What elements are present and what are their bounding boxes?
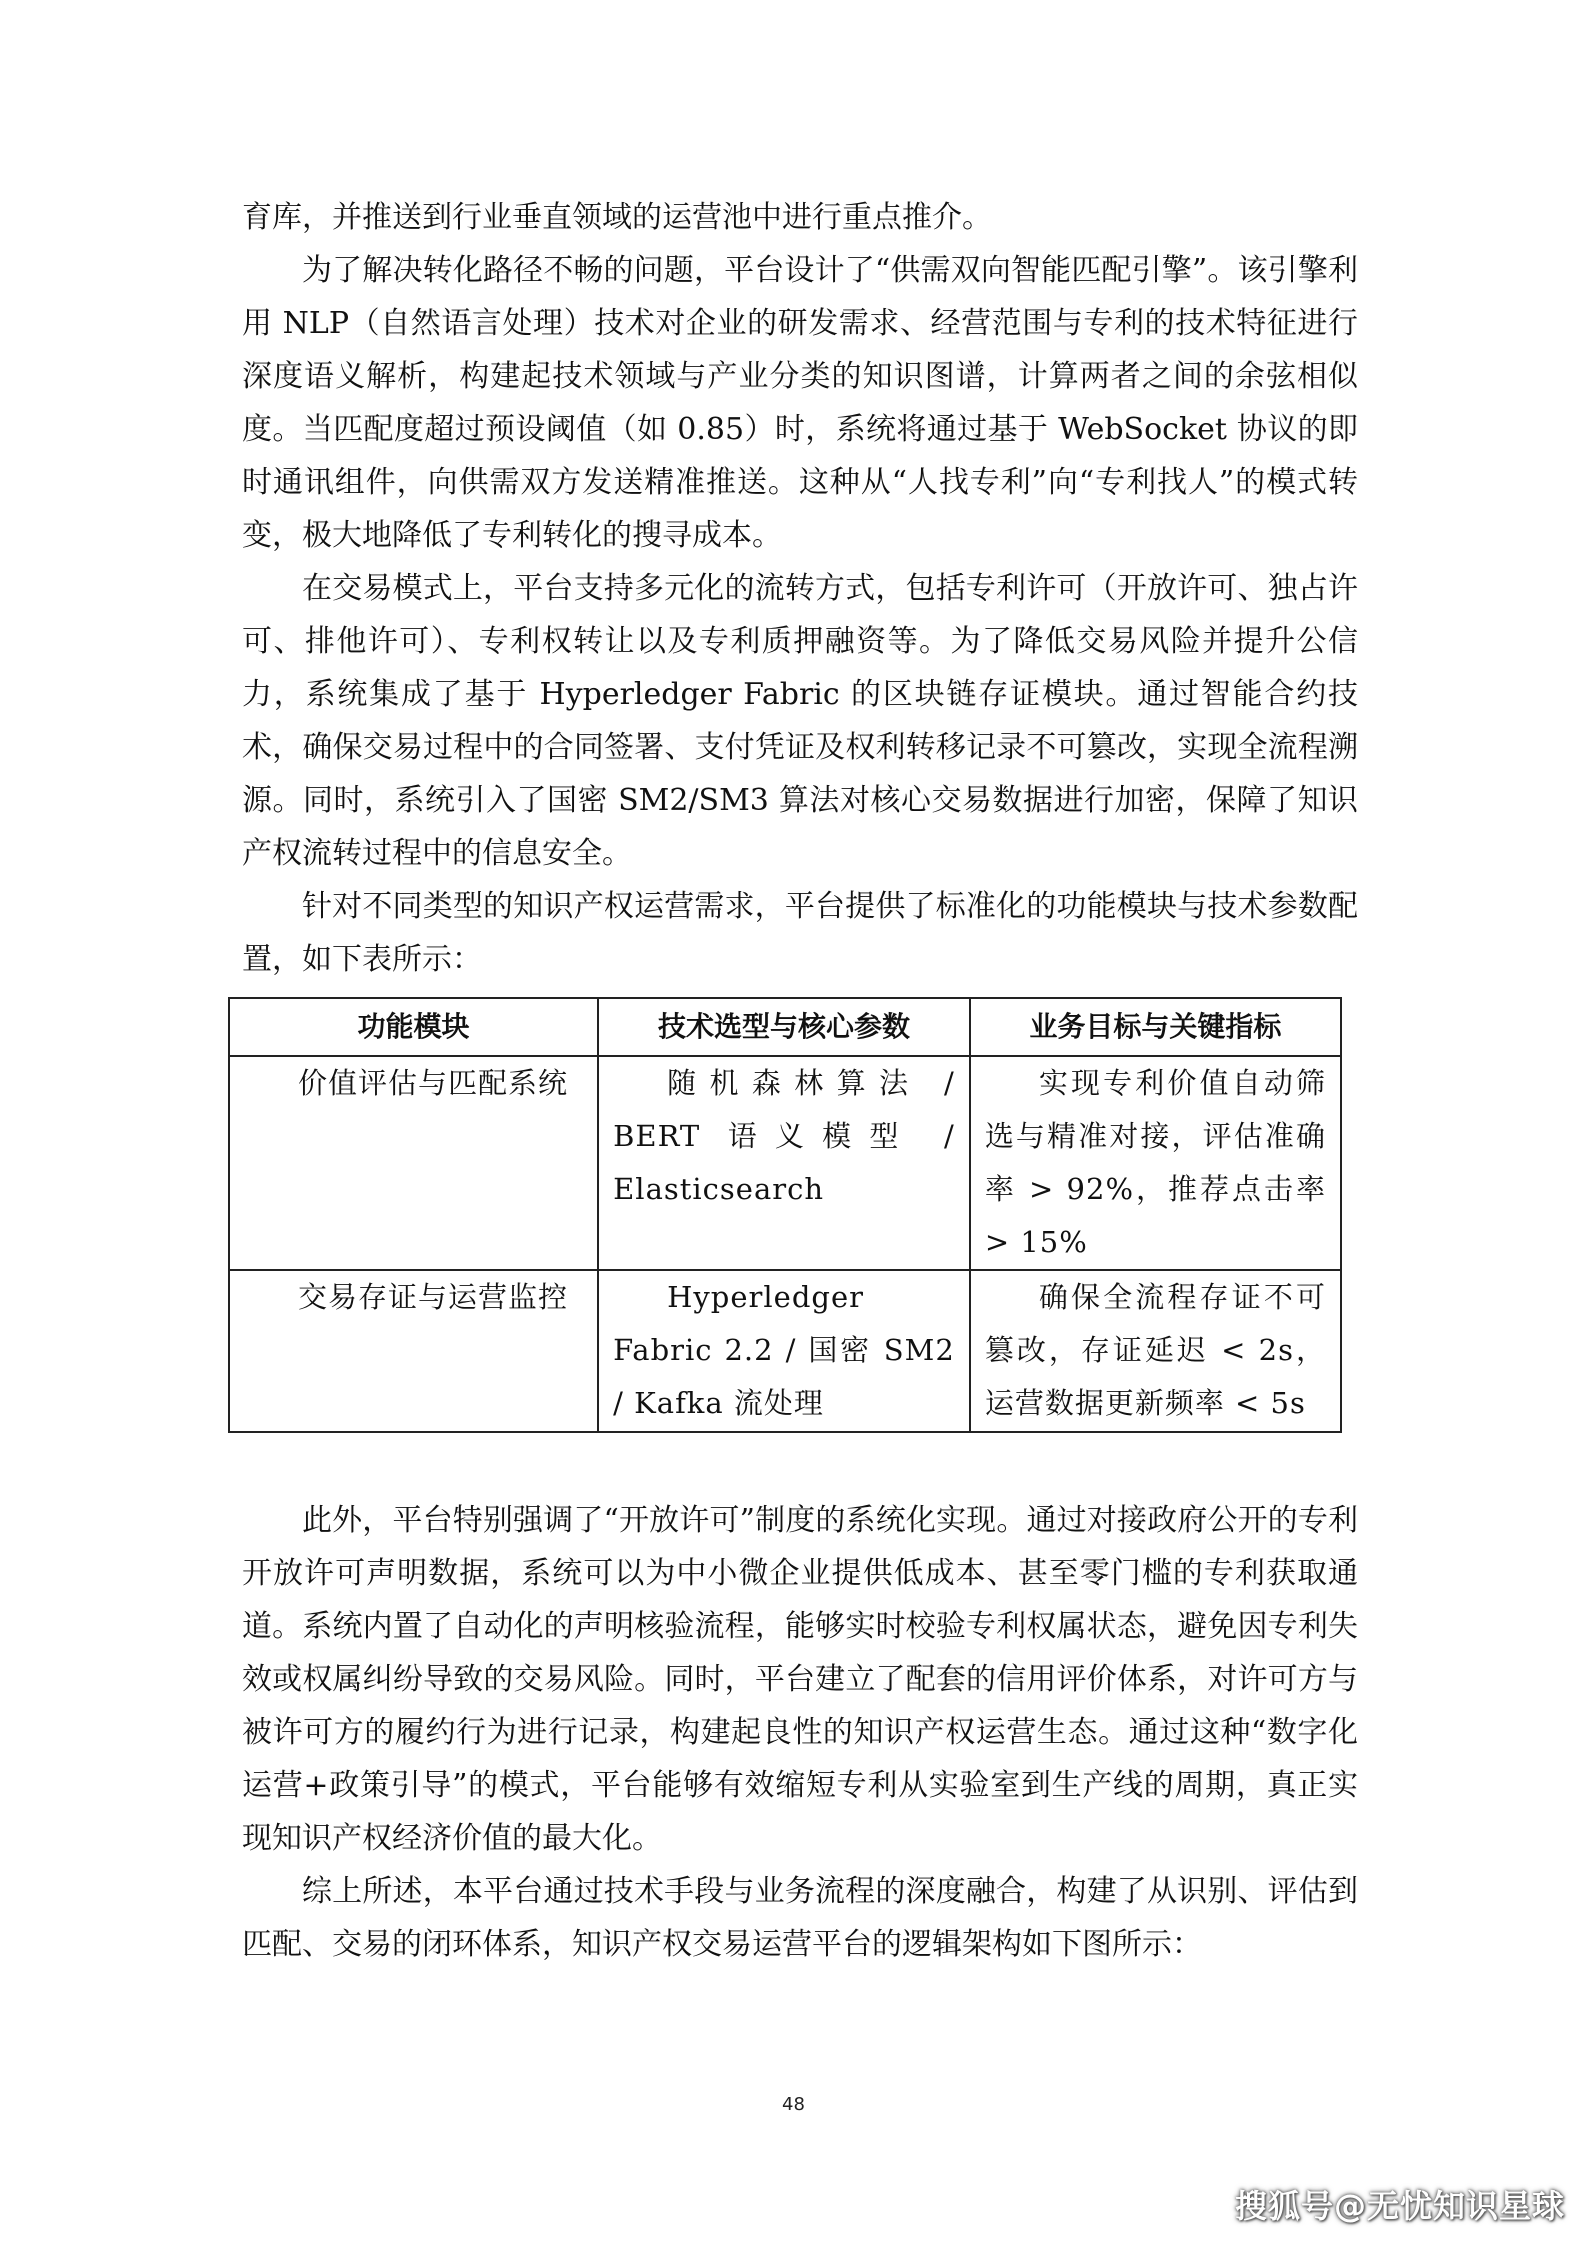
table-cell: 交易存证与运营监控 xyxy=(229,1270,598,1432)
table-cell: 确保全流程存证不可篡改，存证延迟 < 2s，运营数据更新频率 < 5s xyxy=(970,1270,1341,1432)
paragraph: 在交易模式上，平台支持多元化的流转方式，包括专利许可（开放许可、独占许可、排他许可）、专利权转让以及专利质押融资等。为了降低交易风险并提升公信力，系统集成了基于 Hyperledger Fabric 的区块链存证模块。通过智能合约技术，确保交易过程中的合同签署、支付凭证及权利转移记录不可篡改，实现全流程溯源。同时，系统引入了国密 SM2/SM3 算法对核心交易数据进行加密，保障了知识产权流转过程中的信息安全。 xyxy=(242,571,1358,871)
paragraph: 为了解决转化路径不畅的问题，平台设计了“供需双向智能匹配引擎”。该引擎利用 NLP（自然语言处理）技术对企业的研发需求、经营范围与专利的技术特征进行深度语义解析，构建起技术领域与产业分类的知识图谱，计算两者之间的余弦相似度。当匹配度超过预设阈值（如 0.85）时，系统将通过基于 WebSocket 协议的即时通讯组件，向供需双方发送精准推送。这种从“人找专利”向“专利找人”的模式转变，极大地降低了专利转化的搜寻成本。 xyxy=(242,253,1358,553)
table-row xyxy=(229,1270,1341,1432)
body-text-bottom xyxy=(242,1494,1358,1971)
table-cell: 价值评估与匹配系统 xyxy=(229,1056,598,1270)
page-number: 48 xyxy=(782,2094,805,2115)
paragraph: 针对不同类型的知识产权运营需求，平台提供了标准化的功能模块与技术参数配置，如下表所示： xyxy=(242,889,1358,977)
paragraph: 此外，平台特别强调了“开放许可”制度的系统化实现。通过对接政府公开的专利开放许可声明数据，系统可以为中小微企业提供低成本、甚至零门槛的专利获取通道。系统内置了自动化的声明核验流程，能够实时校验专利权属状态，避免因专利失效或权属纠纷导致的交易风险。同时，平台建立了配套的信用评价体系，对许可方与被许可方的履约行为进行记录，构建起良性的知识产权运营生态。通过这种“数字化运营+政策引导”的模式，平台能够有效缩短专利从实验室到生产线的周期，真正实现知识产权经济价值的最大化。 xyxy=(242,1503,1358,1856)
table-cell: Hyperledger Fabric 2.2 / 国密 SM2 / Kafka 流处理 xyxy=(598,1270,970,1432)
parameter-table xyxy=(228,997,1342,1433)
table-header-row xyxy=(229,998,1341,1056)
table-header-cell: 功能模块 xyxy=(229,998,598,1056)
paragraph: 育库，并推送到行业垂直领域的运营池中进行重点推介。 xyxy=(242,200,992,235)
table-cell: 随机森林算法 / BERT 语义模型 / Elasticsearch xyxy=(598,1056,970,1270)
paragraph: 综上所述，本平台通过技术手段与业务流程的深度融合，构建了从识别、评估到匹配、交易的闭环体系，知识产权交易运营平台的逻辑架构如下图所示： xyxy=(242,1874,1358,1962)
table-cell: 实现专利价值自动筛选与精准对接，评估准确率 > 92%，推荐点击率 > 15% xyxy=(970,1056,1341,1270)
table-header-cell: 技术选型与核心参数 xyxy=(598,998,970,1056)
watermark: 搜狐号@无忧知识星球 xyxy=(1234,2187,1565,2225)
table-header-cell: 业务目标与关键指标 xyxy=(970,998,1341,1056)
table-row xyxy=(229,1056,1341,1270)
body-text-top xyxy=(242,191,1358,986)
